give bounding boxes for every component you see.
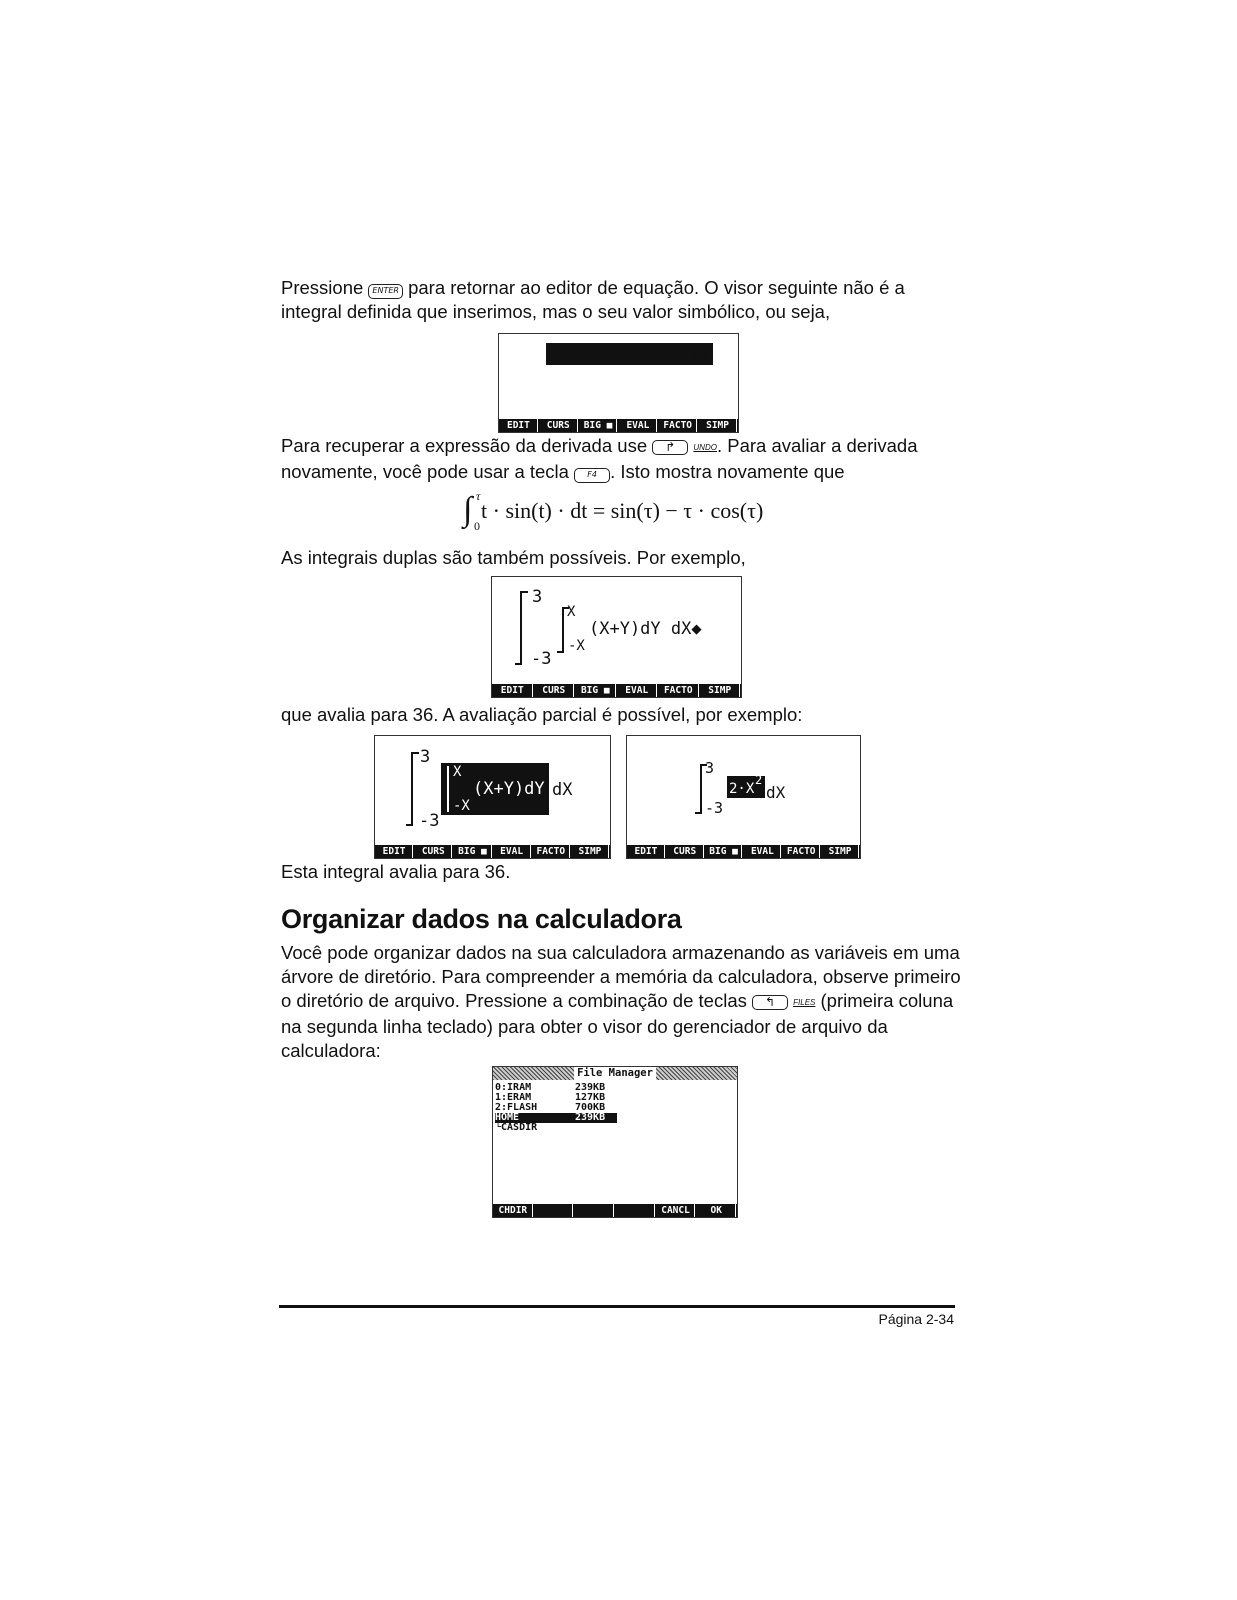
menu-blank-3 xyxy=(616,1204,655,1217)
menu-facto: FACTO xyxy=(533,845,570,858)
outer-integral-bottom-hook xyxy=(515,663,521,665)
text-return-editor: para retornar ao editor de equação. O visor seguinte não é a integral definida que inserimos, mas o seu valor simbólico, ou seja, xyxy=(281,277,905,322)
enter-key-icon: ENTER xyxy=(368,284,403,299)
paragraph-evaluates-36: que avalia para 36. A avaliação parcial é possível, por exemplo: xyxy=(281,704,803,725)
port-size: 700KB xyxy=(575,1102,606,1113)
outer-integral-top-hook xyxy=(522,591,528,593)
section-heading: Organizar dados na calculadora xyxy=(281,904,682,934)
integral-sign-icon: ∫ xyxy=(463,491,473,528)
paragraph-double-integrals: As integrais duplas são também possíveis. Por exemplo, xyxy=(281,547,746,568)
dx-label: dX xyxy=(766,783,786,802)
inner-upper-limit: X xyxy=(567,604,576,620)
menu-curs: CURS xyxy=(667,845,704,858)
menu-ok: OK xyxy=(697,1204,736,1217)
menu-facto: FACTO xyxy=(783,845,820,858)
lower-limit: -3 xyxy=(705,799,724,817)
menu-eval: EVAL xyxy=(744,845,781,858)
text-pressione: Pressione xyxy=(281,277,364,298)
dir-size: 239KB xyxy=(575,1112,606,1123)
soft-menu-bar xyxy=(492,684,741,697)
undo-label: UNDO xyxy=(693,443,717,452)
calculator-screen-double-integral xyxy=(491,576,742,698)
file-manager-title-bar xyxy=(493,1067,737,1080)
file-manager-title: File Manager xyxy=(574,1067,656,1080)
menu-eval: EVAL xyxy=(619,419,657,432)
list-item xyxy=(495,1123,537,1133)
menu-edit: EDIT xyxy=(493,684,533,697)
menu-simp: SIMP xyxy=(701,684,741,697)
selected-inner-integral xyxy=(441,763,549,815)
menu-edit: EDIT xyxy=(376,845,413,858)
page-number: Página 2-34 xyxy=(878,1311,954,1327)
menu-facto: FACTO xyxy=(659,684,699,697)
calculator-screen-partial-1 xyxy=(374,735,611,859)
integral-bottom-hook xyxy=(695,812,700,814)
menu-facto: FACTO xyxy=(659,419,697,432)
paragraph-enter xyxy=(281,276,961,324)
menu-edit: EDIT xyxy=(628,845,665,858)
outer-integral-bottom-hook xyxy=(406,824,412,826)
port-size: 239KB xyxy=(575,1082,606,1093)
formula-lower-limit: 0 xyxy=(474,519,480,533)
text-recover: Para recuperar a expressão da derivada use xyxy=(281,435,648,456)
inner-upper-limit: X xyxy=(453,764,462,780)
inner-lower-limit: -X xyxy=(568,638,585,654)
text-file-manager: (primeira coluna na segunda linha teclado) para obter o visor do gerenciador de arquivo da calculadora: xyxy=(281,990,954,1061)
port-name: 0:IRAM xyxy=(495,1082,532,1093)
formula-body: t · sin(t) · dt = sin(τ) − τ · cos(τ) xyxy=(481,498,764,523)
soft-menu-bar xyxy=(493,1204,737,1217)
port-size: 127KB xyxy=(575,1092,606,1103)
calculator-screen-file-manager xyxy=(492,1066,738,1218)
menu-blank-1 xyxy=(535,1204,574,1217)
menu-simp: SIMP xyxy=(572,845,609,858)
port-name: 2:FLASH xyxy=(495,1102,538,1113)
menu-curs: CURS xyxy=(535,684,575,697)
outer-upper-limit: 3 xyxy=(420,747,431,767)
paragraph-undo xyxy=(281,434,961,484)
menu-big: BIG ■ xyxy=(454,845,491,858)
outer-lower-limit: -3 xyxy=(531,649,552,669)
text-organize-data: Você pode organizar dados na sua calculadora armazenando as variáveis em uma árvore de diretório. Para compreender a memória da calculadora, observe primeiro o diretório de arquivo. Pressione a combinação de teclas xyxy=(281,942,961,1011)
right-shift-key-icon: ↱ xyxy=(652,440,688,455)
outer-integral-top-hook xyxy=(413,752,419,754)
soft-menu-bar xyxy=(499,419,738,432)
inner-integral-bottom-hook xyxy=(557,651,562,653)
integral-sign-icon xyxy=(700,764,702,814)
menu-big: BIG ■ xyxy=(706,845,743,858)
paragraph-integral-36: Esta integral avalia para 36. xyxy=(281,861,511,882)
integrand: (X+Y)dY xyxy=(473,779,545,799)
inner-integral-sign-icon xyxy=(447,766,449,812)
files-label: FILES xyxy=(793,998,816,1007)
menu-simp: SIMP xyxy=(822,845,859,858)
paragraph-organize xyxy=(281,941,961,1063)
menu-eval: EVAL xyxy=(618,684,658,697)
port-name: 1:ERAM xyxy=(495,1092,532,1103)
menu-cancl: CANCL xyxy=(657,1204,696,1217)
text-evaluate-again: . Para avaliar a derivada novamente, você pode usar a tecla xyxy=(281,435,918,482)
symbolic-result: SIN(τ)-τ·COS(τ) xyxy=(548,343,711,364)
menu-eval: EVAL xyxy=(494,845,531,858)
dx-label: dX xyxy=(552,780,573,800)
menu-big: BIG ■ xyxy=(580,419,618,432)
menu-edit: EDIT xyxy=(500,419,538,432)
menu-curs: CURS xyxy=(540,419,578,432)
term-exponent: 2 xyxy=(755,773,763,787)
integrand: (X+Y)dY dX◆ xyxy=(589,619,702,639)
outer-lower-limit: -3 xyxy=(419,811,440,831)
selected-term xyxy=(727,773,765,798)
calculator-screen-symbolic xyxy=(498,333,739,433)
term-text: 2·X xyxy=(729,781,755,797)
formula-upper-limit: τ xyxy=(476,489,481,503)
f4-key-icon: F4 xyxy=(574,468,610,483)
soft-menu-bar xyxy=(627,845,860,858)
inner-lower-limit: -X xyxy=(453,798,470,814)
text-shows-again: . Isto mostra novamente que xyxy=(610,461,845,482)
calculator-screen-partial-2 xyxy=(626,735,861,859)
subdir-name: └CASDIR xyxy=(495,1122,538,1133)
menu-big: BIG ■ xyxy=(576,684,616,697)
footer-rule xyxy=(279,1305,955,1308)
dir-name: HOME xyxy=(495,1112,520,1123)
outer-integral-sign-icon xyxy=(411,752,413,826)
left-shift-key-icon: ↰ xyxy=(752,995,788,1010)
menu-simp: SIMP xyxy=(699,419,737,432)
inner-integral-sign-icon xyxy=(562,607,564,653)
menu-chdir: CHDIR xyxy=(494,1204,533,1217)
soft-menu-bar xyxy=(375,845,610,858)
menu-curs: CURS xyxy=(415,845,452,858)
upper-limit: 3 xyxy=(705,759,715,777)
menu-blank-2 xyxy=(575,1204,614,1217)
outer-upper-limit: 3 xyxy=(532,587,543,607)
